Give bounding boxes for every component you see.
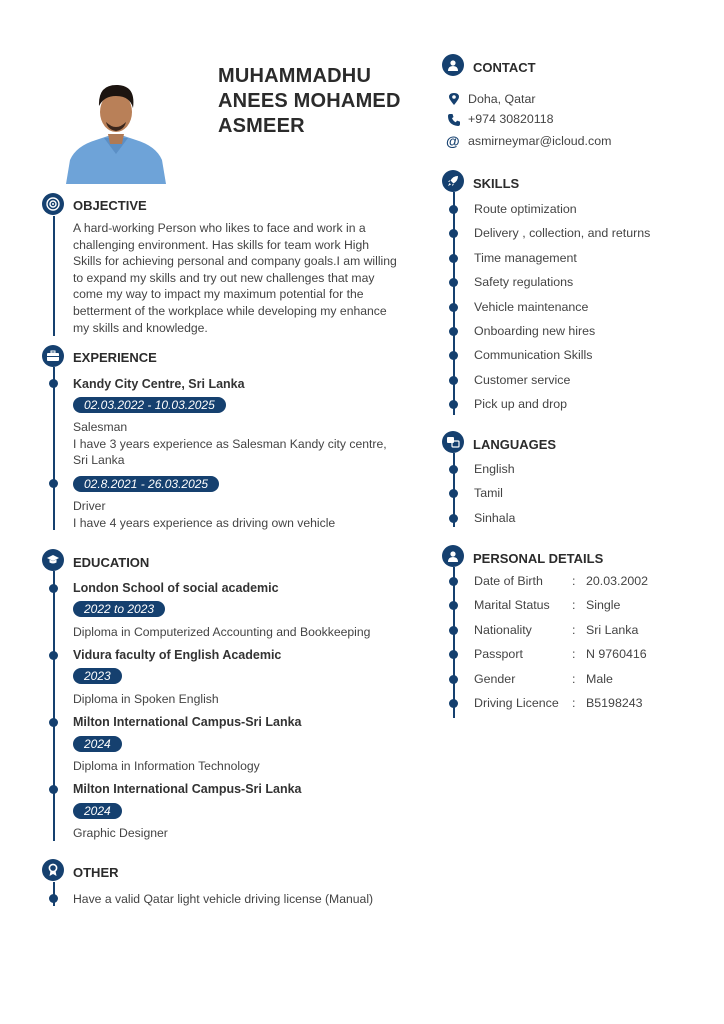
education-school: London School of social academic — [73, 581, 279, 595]
education-school: Vidura faculty of English Academic — [73, 648, 282, 662]
name-line-1: MUHAMMADHU — [218, 65, 372, 87]
personal-detail-value: Single — [586, 598, 621, 613]
personal-detail-colon: : — [572, 574, 576, 588]
education-title: EDUCATION — [73, 555, 150, 570]
email-at-icon: @ — [446, 133, 460, 149]
timeline-dot — [449, 650, 458, 659]
education-school: Milton International Campus-Sri Lanka — [73, 715, 302, 729]
objective-line: betterment of the workplace while developing my enhance — [73, 303, 387, 318]
education-course: Graphic Designer — [73, 826, 168, 840]
personal-detail-label: Date of Birth — [474, 574, 543, 588]
objective-text — [73, 220, 443, 336]
education-course: Diploma in Spoken English — [73, 692, 219, 706]
timeline-dot — [449, 400, 458, 409]
name-line-3: ASMEER — [218, 115, 305, 137]
personal-detail-value: B5198243 — [586, 696, 643, 710]
timeline-dot — [449, 465, 458, 474]
objective-line: challenging environment. Has skills for team work High — [73, 237, 370, 252]
objective-line: A hard-working Person who likes to face and work in a — [73, 221, 366, 235]
languages-title: LANGUAGES — [473, 437, 557, 452]
education-dates-badge: 2024 — [73, 736, 122, 752]
personal-detail-colon: : — [572, 696, 576, 710]
education-timeline — [53, 571, 55, 841]
timeline-dot — [449, 514, 458, 523]
timeline-dot — [449, 205, 458, 214]
timeline-dot — [49, 379, 58, 388]
translate-icon — [442, 431, 464, 453]
timeline-dot — [449, 351, 458, 360]
timeline-dot — [49, 785, 58, 794]
timeline-dot — [449, 327, 458, 336]
timeline-dot — [449, 229, 458, 238]
experience-job-1 — [73, 419, 443, 469]
skill-item: Time management — [474, 250, 577, 265]
job-description: I have 4 years experience as driving own vehicle — [73, 515, 336, 530]
personal-detail-colon: : — [572, 598, 576, 613]
name-line-2: ANEES MOHAMED — [218, 90, 401, 112]
job-description: I have 3 years experience as Salesman Kandy city centre, — [73, 436, 387, 451]
language-item: Sinhala — [474, 510, 516, 525]
objective-line: my skills and knowledge. — [73, 320, 208, 335]
experience-dates-badge: 02.8.2021 - 26.03.2025 — [73, 476, 219, 492]
timeline-dot — [49, 718, 58, 727]
skills-title: SKILLS — [473, 176, 520, 191]
personal-detail-colon: : — [572, 647, 576, 662]
timeline-dot — [449, 376, 458, 385]
timeline-dot — [49, 651, 58, 660]
timeline-dot — [449, 626, 458, 635]
person-icon — [442, 545, 464, 567]
timeline-dot — [449, 601, 458, 610]
timeline-dot — [449, 278, 458, 287]
location-pin-icon — [448, 92, 460, 111]
objective-line: come my way to impact my maximum potential for the — [73, 287, 364, 302]
contact-email[interactable]: asmirneymar@icloud.com — [468, 134, 612, 148]
skill-item: Customer service — [474, 372, 571, 387]
personal-timeline — [453, 567, 455, 718]
job-role: Salesman — [73, 420, 128, 434]
language-item: English — [474, 462, 515, 476]
timeline-dot — [449, 303, 458, 312]
experience-company: Kandy City Centre, Sri Lanka — [73, 377, 245, 391]
timeline-dot — [449, 577, 458, 586]
other-title: OTHER — [73, 865, 119, 880]
timeline-dot — [49, 584, 58, 593]
personal-detail-label: Marital Status — [474, 598, 550, 613]
contact-phone[interactable]: +974 30820118 — [468, 112, 554, 126]
timeline-dot — [449, 675, 458, 684]
objective-line: Skills for achieving personal and company goals.I am willing — [73, 254, 397, 269]
skill-item: Communication Skills — [474, 348, 593, 363]
phone-icon — [447, 113, 461, 132]
personal-detail-colon: : — [572, 622, 576, 637]
other-text: Have a valid Qatar light vehicle driving license (Manual) — [73, 892, 374, 906]
objective-timeline — [53, 216, 55, 336]
education-dates-badge: 2022 to 2023 — [73, 601, 165, 617]
timeline-dot — [449, 254, 458, 263]
personal-detail-value: N 9760416 — [586, 647, 647, 662]
education-dates-badge: 2023 — [73, 668, 122, 684]
personal-detail-value: Male — [586, 671, 613, 686]
education-dates-badge: 2024 — [73, 803, 122, 819]
skill-item: Onboarding new hires — [474, 324, 596, 338]
timeline-dot — [449, 489, 458, 498]
user-icon — [442, 54, 464, 76]
education-course: Diploma in Computerized Accounting and Bookkeeping — [73, 625, 371, 639]
timeline-dot — [49, 894, 58, 903]
personal-details-title: PERSONAL DETAILS — [473, 551, 604, 566]
language-item: Tamil — [474, 486, 503, 501]
experience-title: EXPERIENCE — [73, 350, 157, 365]
personal-detail-colon: : — [572, 671, 576, 686]
job-description: Sri Lanka — [73, 453, 125, 468]
objective-line: to expand my skills and try out new challenges that may — [73, 270, 375, 285]
rocket-icon — [442, 170, 464, 192]
job-role: Driver — [73, 499, 106, 513]
candidate-name — [218, 64, 401, 139]
objective-target-icon — [42, 193, 64, 215]
education-course: Diploma in Information Technology — [73, 759, 260, 773]
profile-photo — [64, 74, 168, 184]
personal-detail-label: Gender — [474, 671, 516, 686]
experience-dates-badge: 02.03.2022 - 10.03.2025 — [73, 397, 226, 413]
award-ribbon-icon — [42, 859, 64, 881]
briefcase-icon — [42, 345, 64, 367]
contact-title: CONTACT — [473, 60, 536, 75]
skill-item: Route optimization — [474, 202, 577, 216]
personal-detail-label: Passport — [474, 647, 523, 662]
personal-detail-value: Sri Lanka — [586, 622, 639, 637]
skill-item: Vehicle maintenance — [474, 299, 589, 314]
timeline-dot — [449, 699, 458, 708]
personal-detail-label: Driving Licence — [474, 696, 559, 710]
timeline-dot — [49, 479, 58, 488]
contact-location: Doha, Qatar — [468, 92, 536, 106]
personal-detail-value: 20.03.2002 — [586, 574, 649, 588]
personal-detail-label: Nationality — [474, 622, 532, 637]
skill-item: Pick up and drop — [474, 397, 567, 412]
graduation-cap-icon — [42, 549, 64, 571]
experience-timeline — [53, 367, 55, 530]
objective-title: OBJECTIVE — [73, 198, 147, 213]
skill-item: Delivery , collection, and returns — [474, 226, 651, 241]
experience-job-2 — [73, 498, 443, 531]
skill-item: Safety regulations — [474, 275, 574, 290]
education-school: Milton International Campus-Sri Lanka — [73, 782, 302, 796]
